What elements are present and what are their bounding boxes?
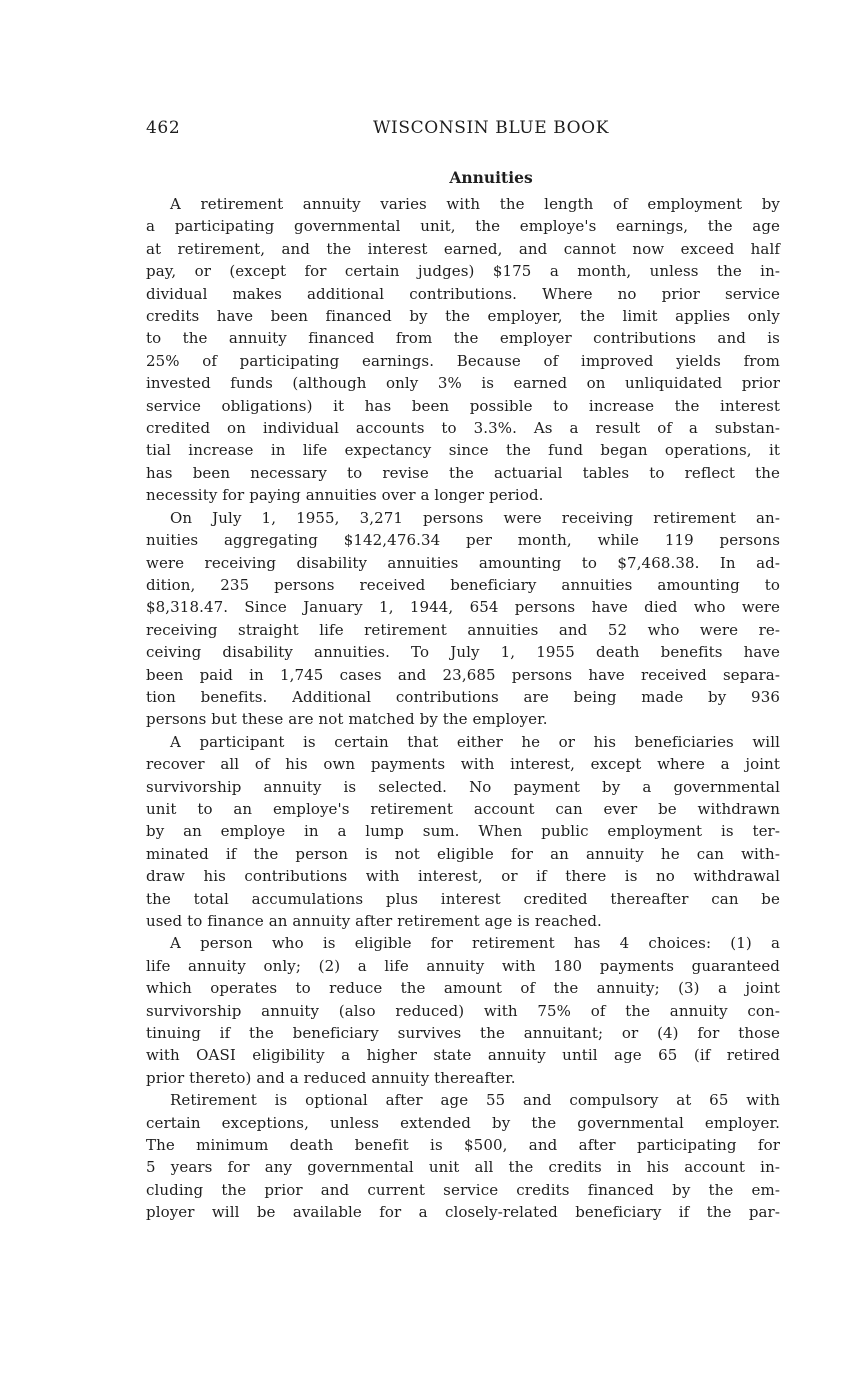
text-line: pay, or (except for certain judges) $175 a month, unless the in- [146, 262, 780, 281]
text-line: necessity for paying annuities over a longer period. [146, 486, 544, 505]
text-line: persons but these are not matched by the employer. [146, 710, 548, 729]
text-line: used to finance an annuity after retirement age is reached. [146, 912, 602, 930]
text-line: dition, 235 persons received beneficiary annuities amounting to [146, 575, 780, 594]
text-line: $8,318.47. Since January 1, 1944, 654 persons have died who were [146, 598, 780, 617]
text-line: The minimum death benefit is $500, and after participating for [146, 1136, 780, 1155]
body-text [146, 193, 780, 1224]
text-line: life annuity only; (2) a life annuity with 180 payments guaranteed [146, 956, 780, 975]
text-line: minated if the person is not eligible for an annuity he can with- [146, 844, 780, 863]
text-line: certain exceptions, unless extended by the governmental employer. [146, 1113, 780, 1132]
text-line: to the annuity financed from the employer contributions and is [146, 329, 780, 348]
text-line: with OASI eligibility a higher state annuity until age 65 (if retired [146, 1046, 780, 1065]
text-line: A retirement annuity varies with the length of employment by [170, 195, 780, 213]
book-title: WISCONSIN BLUE BOOK [372, 118, 610, 138]
text-line: a participating governmental unit, the employe's earnings, the age [146, 217, 780, 236]
paragraph [146, 731, 780, 933]
text-line: service obligations) it has been possible to increase the interest [146, 396, 780, 415]
text-line: recover all of his own payments with interest, except where a joint [146, 755, 780, 774]
text-line: been paid in 1,745 cases and 23,685 persons have received separa- [146, 665, 780, 684]
text-line: A participant is certain that either he or his beneficiaries will [170, 732, 780, 751]
text-line: ployer will be available for a closely-related beneficiary if the par- [146, 1203, 780, 1222]
text-line: A person who is eligible for retirement has 4 choices: (1) a [170, 934, 780, 953]
text-line: 5 years for any governmental unit all the credits in his account in- [146, 1158, 780, 1177]
text-line: draw his contributions with interest, or if there is no withdrawal [146, 867, 780, 886]
section-heading: Annuities [449, 168, 533, 187]
text-line: has been necessary to revise the actuarial tables to reflect the [146, 463, 780, 482]
text-line: credited on individual accounts to 3.3%. As a result of a substan- [146, 419, 780, 438]
text-line: which operates to reduce the amount of the annuity; (3) a joint [146, 979, 780, 998]
text-line: prior thereto) and a reduced annuity thereafter. [146, 1068, 516, 1087]
text-line: receiving straight life retirement annuities and 52 who were re- [146, 620, 780, 639]
paragraph [146, 193, 780, 507]
text-line: by an employe in a lump sum. When public employment is ter- [146, 822, 780, 841]
text-line: tion benefits. Additional contributions are being made by 936 [146, 687, 780, 706]
text-line: survivorship annuity (also reduced) with 75% of the annuity con- [146, 1001, 780, 1020]
text-line: dividual makes additional contributions. Where no prior service [146, 284, 780, 303]
text-line: cluding the prior and current service credits financed by the em- [146, 1180, 780, 1199]
text-line: unit to an employe's retirement account can ever be withdrawn [146, 799, 780, 818]
text-line: survivorship annuity is selected. No payment by a governmental [146, 777, 780, 796]
text-line: ceiving disability annuities. To July 1, 1955 death benefits have [146, 643, 780, 662]
text-line: nuities aggregating $142,476.34 per month, while 119 persons [146, 531, 780, 550]
text-line: tial increase in life expectancy since the fund began operations, it [146, 441, 780, 460]
text-line: On July 1, 1955, 3,271 persons were receiving retirement an- [170, 508, 780, 527]
text-line: invested funds (although only 3% is earned on unliquidated prior [146, 374, 780, 393]
paragraph [146, 507, 780, 731]
text-line: credits have been financed by the employer, the limit applies only [146, 307, 780, 326]
text-line: were receiving disability annuities amounting to $7,468.38. In ad- [146, 553, 780, 572]
paragraph [146, 932, 780, 1089]
text-line: tinuing if the beneficiary survives the annuitant; or (4) for those [146, 1024, 780, 1043]
text-line: 25% of participating earnings. Because of improved yields from [146, 351, 780, 370]
text-line: at retirement, and the interest earned, and cannot now exceed half [146, 239, 780, 258]
page [146, 118, 780, 1224]
text-line: Retirement is optional after age 55 and compulsory at 65 with [170, 1091, 780, 1110]
paragraph [146, 1089, 780, 1223]
page-number: 462 [146, 118, 181, 138]
text-line: the total accumulations plus interest credited thereafter can be [146, 889, 780, 908]
running-head [146, 118, 780, 140]
